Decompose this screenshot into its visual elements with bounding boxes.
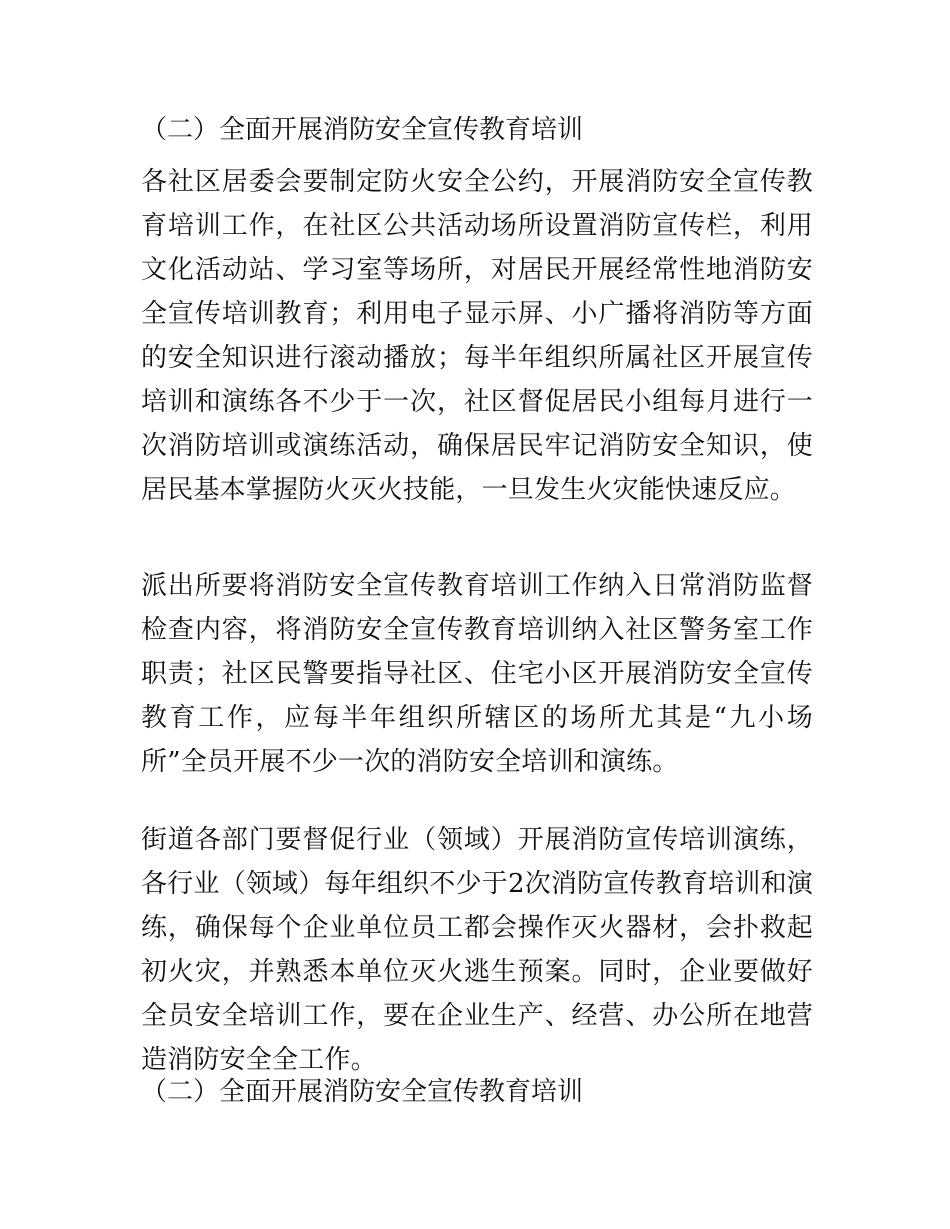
section-heading-top: （二）全面开展消防安全宣传教育培训 [141,115,584,145]
paragraph-street-departments: 街道各部门要督促行业（领域）开展消防宣传培训演练，各行业（领域）每年组织不少于2次消防宣传教育培训和演练，确保每个企业单位员工都会操作灭火器材，会扑救起初火灾，并熟悉本单位灭火逃生预案。同时，企业要做好全员安全培训工作，要在企业生产、经营、办公所在地营造消防安全全工作。 [141,825,813,1075]
paragraph-community: 各社区居委会要制定防火安全公约，开展消防安全宣传教育培训工作，在社区公共活动场所设置消防宣传栏，利用文化活动站、学习室等场所，对居民开展经常性地消防安全宣传培训教育；利用电子显示屏、小广播将消防等方面的安全知识进行滚动播放；每半年组织所属社区开展宣传培训和演练各不少于一次，社区督促居民小组每月进行一次消防培训或演练活动，确保居民牢记消防安全知识，使居民基本掌握防火灭火技能，一旦发生火灾能快速反应。 [141,167,813,505]
section-heading-bottom: （二）全面开展消防安全宣传教育培训 [141,1077,584,1107]
paragraph-police-station: 派出所要将消防安全宣传教育培训工作纳入日常消防监督检查内容，将消防安全宣传教育培训纳入社区警务室工作职责；社区民警要指导社区、住宅小区开展消防安全宣传教育工作，应每半年组织所辖区的场所尤其是“九小场所”全员开展不少一次的消防安全培训和演练。 [141,571,813,777]
